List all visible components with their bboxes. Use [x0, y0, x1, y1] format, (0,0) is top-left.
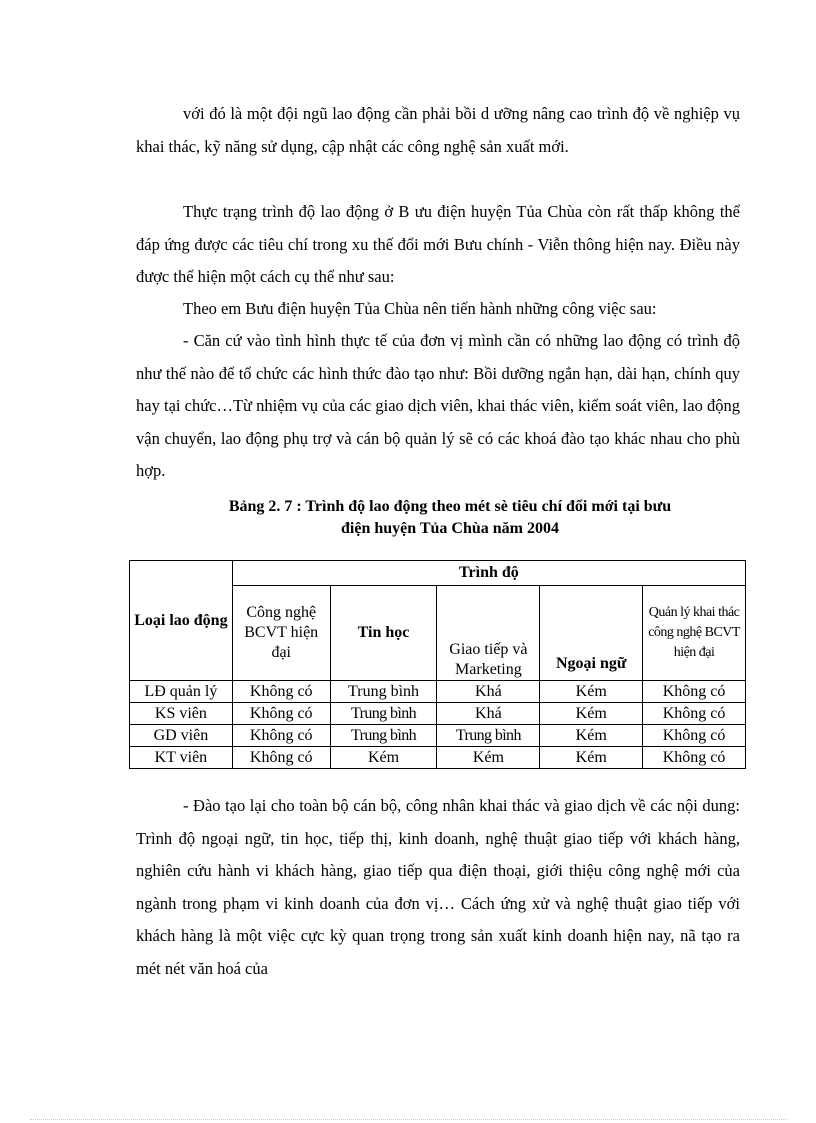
table-caption-line-1: Bảng 2. 7 : Trình độ lao động theo mét sè tiêu chí đổi mới tại bưu — [228, 498, 672, 515]
paragraph-4-text: - Căn cứ vào tình hình thực tế của đơn vị mình cần có những lao động có trình độ như thế nào để tổ chức các hình thức đào tạo như: Bồi dưỡng ngắn hạn, dài hạn, chính quy hay tại chức…Từ nhiệm vụ của các giao dịch viên, khai thác viên, kiểm soát viên, lao động vận chuyển, lao động phụ trợ và cán bộ quản lý sẽ có các khoá đào tạo khác nhau cho phù hợp. — [136, 331, 740, 480]
header-labor-type: Loại lao động — [130, 561, 233, 681]
paragraph-3-text: Theo em Bưu điện huyện Tủa Chùa nên tiến hành những công việc sau: — [183, 299, 657, 318]
cell: Không có — [643, 725, 746, 747]
paragraph-1 — [136, 98, 740, 163]
row-label: KT viên — [130, 747, 233, 769]
cell: Kém — [540, 747, 643, 769]
paragraph-1-text: với đó là một đội ngũ lao động cần phải bồi d ưỡng nâng cao trình độ về nghiệp vụ khai thác, kỹ năng sử dụng, cập nhật các công nghệ sản xuất mới. — [136, 104, 740, 156]
cell: Khá — [437, 681, 540, 703]
header-col-bcvt-tech: Công nghệ BCVT hiện đại — [232, 586, 330, 681]
header-qualification: Trình độ — [232, 561, 745, 586]
paragraph-4 — [136, 325, 740, 488]
cell: Kém — [540, 725, 643, 747]
cell: Trung bình — [330, 681, 437, 703]
header-col-management-bcvt: Quản lý khai thác công nghệ BCVT hiện đại — [643, 586, 746, 681]
table-caption-line-2: điện huyện Tủa Chùa năm 2004 — [341, 520, 559, 537]
cell: Kém — [540, 703, 643, 725]
header-col-communication-marketing: Giao tiếp và Marketing — [437, 586, 540, 681]
paragraph-5 — [136, 790, 740, 985]
table-caption — [170, 496, 730, 540]
table-row — [130, 725, 746, 747]
table-row — [130, 703, 746, 725]
table-row — [130, 681, 746, 703]
cell: Trung bình — [330, 725, 437, 747]
row-label: GD viên — [130, 725, 233, 747]
header-col-foreign-language: Ngoại ngữ — [540, 586, 643, 681]
cell: Không có — [232, 681, 330, 703]
cell: Không có — [643, 681, 746, 703]
table-row — [130, 747, 746, 769]
paragraph-3 — [136, 293, 740, 326]
cell: Không có — [232, 725, 330, 747]
cell: Kém — [437, 747, 540, 769]
cell: Không có — [643, 747, 746, 769]
cell: Không có — [643, 703, 746, 725]
paragraph-2 — [136, 196, 740, 294]
header-col-it: Tin học — [330, 586, 437, 681]
cell: Kém — [330, 747, 437, 769]
paragraph-5-text: - Đào tạo lại cho toàn bộ cán bộ, công nhân khai thác và giao dịch về các nội dung: Trình độ ngoại ngữ, tin học, tiếp thị, kinh doanh, nghệ thuật giao tiếp với khách hàng, nghiên cứu hành vi khách hàng, giao tiếp qua điện thoại, giới thiệu công nghệ mới của ngành trong phạm vi kinh doanh của đơn vị… Cách ứng xử và nghệ thuật giao tiếp với khách hàng là một việc cực kỳ quan trọng trong sản xuất kinh doanh hiện nay, nã tạo ra mét nét văn hoá của — [136, 796, 740, 978]
cell: Không có — [232, 703, 330, 725]
cell: Khá — [437, 703, 540, 725]
row-label: KS viên — [130, 703, 233, 725]
row-label: LĐ quản lý — [130, 681, 233, 703]
page-bottom-divider — [30, 1119, 786, 1120]
cell: Trung bình — [437, 725, 540, 747]
cell: Không có — [232, 747, 330, 769]
cell: Trung bình — [330, 703, 437, 725]
cell: Kém — [540, 681, 643, 703]
labor-qualification-table — [129, 560, 746, 769]
paragraph-2-text: Thực trạng trình độ lao động ở B ưu điện huyện Tủa Chùa còn rất thấp không thể đáp ứng được các tiêu chí trong xu thế đổi mới Bưu chính - Viễn thông hiện nay. Điều này được thể hiện một cách cụ thể như sau: — [136, 202, 740, 286]
